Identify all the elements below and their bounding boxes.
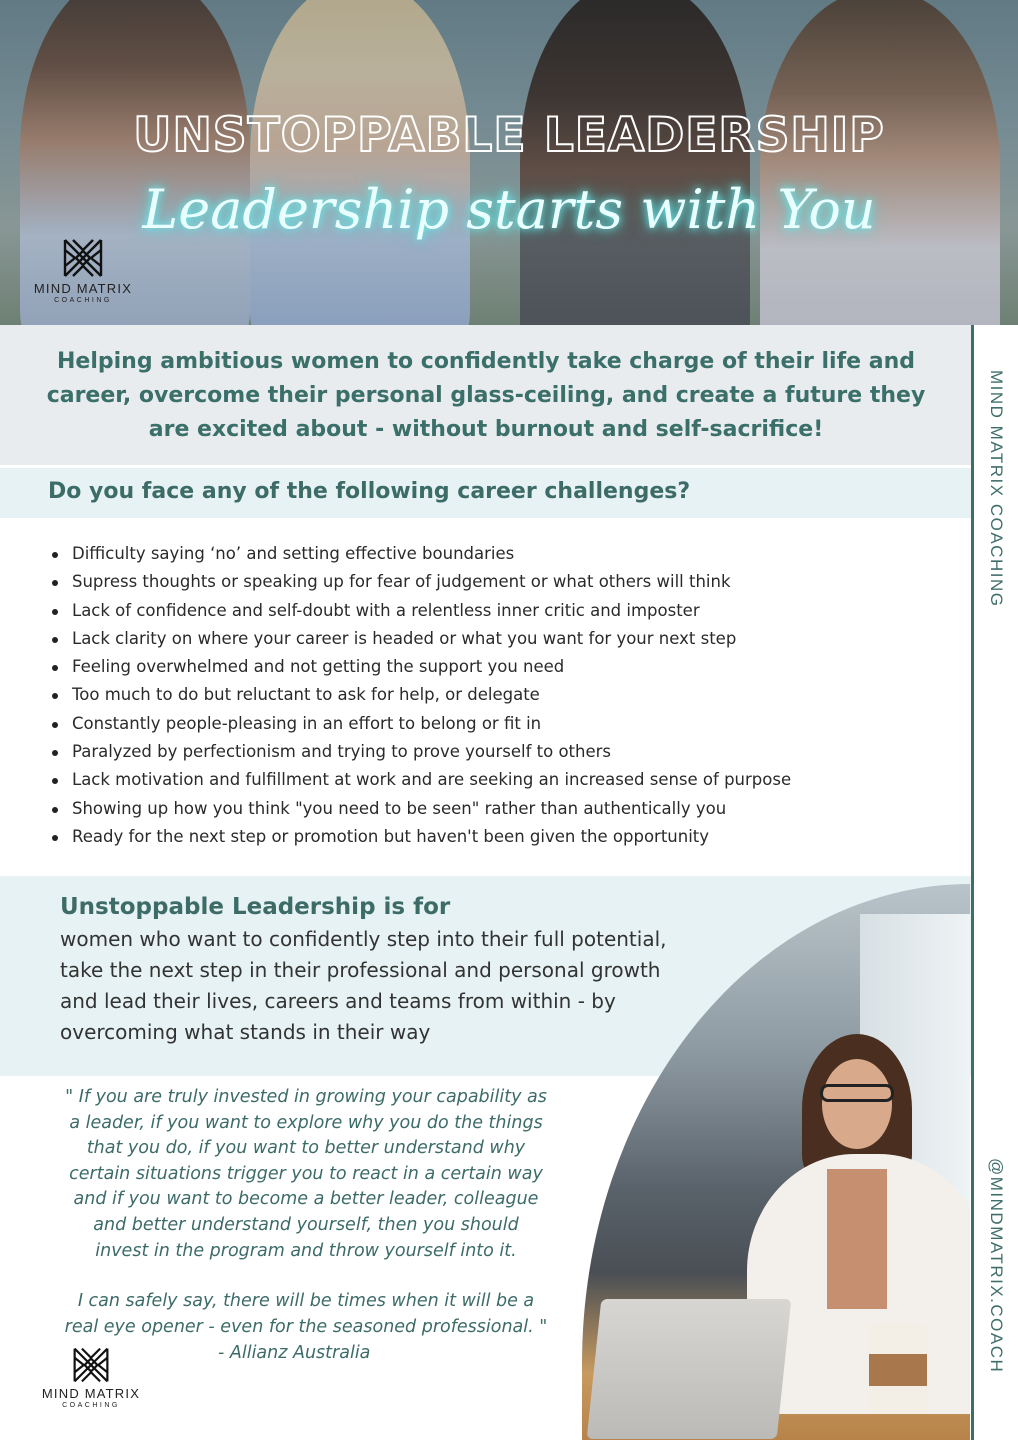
list-item: Lack motivation and fulfillment at work and are seeking an increased sense of purpose bbox=[72, 766, 972, 794]
photo-glasses bbox=[820, 1084, 894, 1102]
side-divider bbox=[971, 325, 974, 1440]
testimonial-attribution: - Allianz Australia bbox=[218, 1343, 371, 1363]
list-item: Constantly people-pleasing in an effort to belong or fit in bbox=[72, 710, 972, 738]
brand-name: MIND MATRIX bbox=[41, 1386, 141, 1401]
quote-line: a leader, if you want to explore why you do the things bbox=[69, 1112, 543, 1133]
list-item: Supress thoughts or speaking up for fear of judgement or what others will think bbox=[72, 568, 972, 596]
brand-logo bbox=[8, 236, 158, 305]
audience-heading: Unstoppable Leadership is for bbox=[60, 894, 451, 920]
quote-line: real eye opener - even for the seasoned professional. " bbox=[64, 1316, 548, 1337]
quote-line: that you do, if you want to better understand why bbox=[86, 1138, 526, 1159]
intro-band bbox=[0, 325, 972, 465]
challenges-heading-band bbox=[0, 468, 972, 518]
brand-sub: COACHING bbox=[54, 297, 112, 304]
list-item: Showing up how you think "you need to be seen" rather than authentically you bbox=[72, 795, 972, 823]
list-item: Ready for the next step or promotion but haven't been given the opportunity bbox=[72, 823, 972, 851]
list-item: Feeling overwhelmed and not getting the support you need bbox=[72, 653, 972, 681]
brand-sub: COACHING bbox=[62, 1402, 120, 1409]
side-handle-text: @MINDMATRIX.COACH bbox=[987, 1158, 1006, 1374]
list-item: Difficulty saying ‘no’ and setting effective boundaries bbox=[72, 540, 972, 568]
hero-banner bbox=[0, 0, 1018, 325]
hero-title: UNSTOPPABLE LEADERSHIP bbox=[133, 108, 885, 163]
photo-laptop bbox=[587, 1299, 792, 1439]
list-item: Lack of confidence and self-doubt with a relentless inner critic and imposter bbox=[72, 597, 972, 625]
footer-logo bbox=[26, 1345, 156, 1410]
matrix-logo-icon bbox=[61, 236, 105, 280]
testimonial-quote bbox=[46, 1085, 566, 1340]
quote-line: I can safely say, there will be times when it will be a bbox=[77, 1291, 535, 1312]
quote-line: invest in the program and throw yourself into it. bbox=[95, 1240, 517, 1261]
challenges-heading: Do you face any of the following career challenges? bbox=[48, 479, 691, 504]
quote-line: and better understand yourself, then you should bbox=[93, 1214, 519, 1235]
list-item: Too much to do but reluctant to ask for help, or delegate bbox=[72, 681, 972, 709]
quote-spacer bbox=[46, 1264, 566, 1289]
quote-line: and if you want to become a better leader, colleague bbox=[73, 1189, 539, 1210]
photo-cup-sleeve bbox=[869, 1354, 927, 1386]
brand-name: MIND MATRIX bbox=[33, 281, 133, 296]
intro-text: Helping ambitious women to confidently take charge of their life and career, overcome their personal glass-ceiling, and create a future they are excited about - without burnout and self-sacrifice! bbox=[46, 349, 926, 442]
photo-face bbox=[822, 1059, 892, 1149]
challenges-list bbox=[50, 540, 972, 851]
list-item: Paralyzed by perfectionism and trying to prove yourself to others bbox=[72, 738, 972, 766]
audience-text: women who want to confidently step into their full potential, take the next step in their professional and personal growth and lead their lives, careers and teams from within - by overcoming what stands in their way bbox=[60, 927, 667, 1044]
quote-line: " If you are truly invested in growing your capability as bbox=[65, 1087, 547, 1107]
hero-tagline: Leadership starts with You bbox=[142, 178, 876, 241]
photo-top bbox=[827, 1169, 887, 1309]
quote-line: certain situations trigger you to react in a certain way bbox=[69, 1163, 543, 1184]
matrix-logo-icon bbox=[71, 1345, 111, 1385]
list-item: Lack clarity on where your career is headed or what you want for your next step bbox=[72, 625, 972, 653]
side-brand-text: MIND MATRIX COACHING bbox=[987, 370, 1006, 608]
